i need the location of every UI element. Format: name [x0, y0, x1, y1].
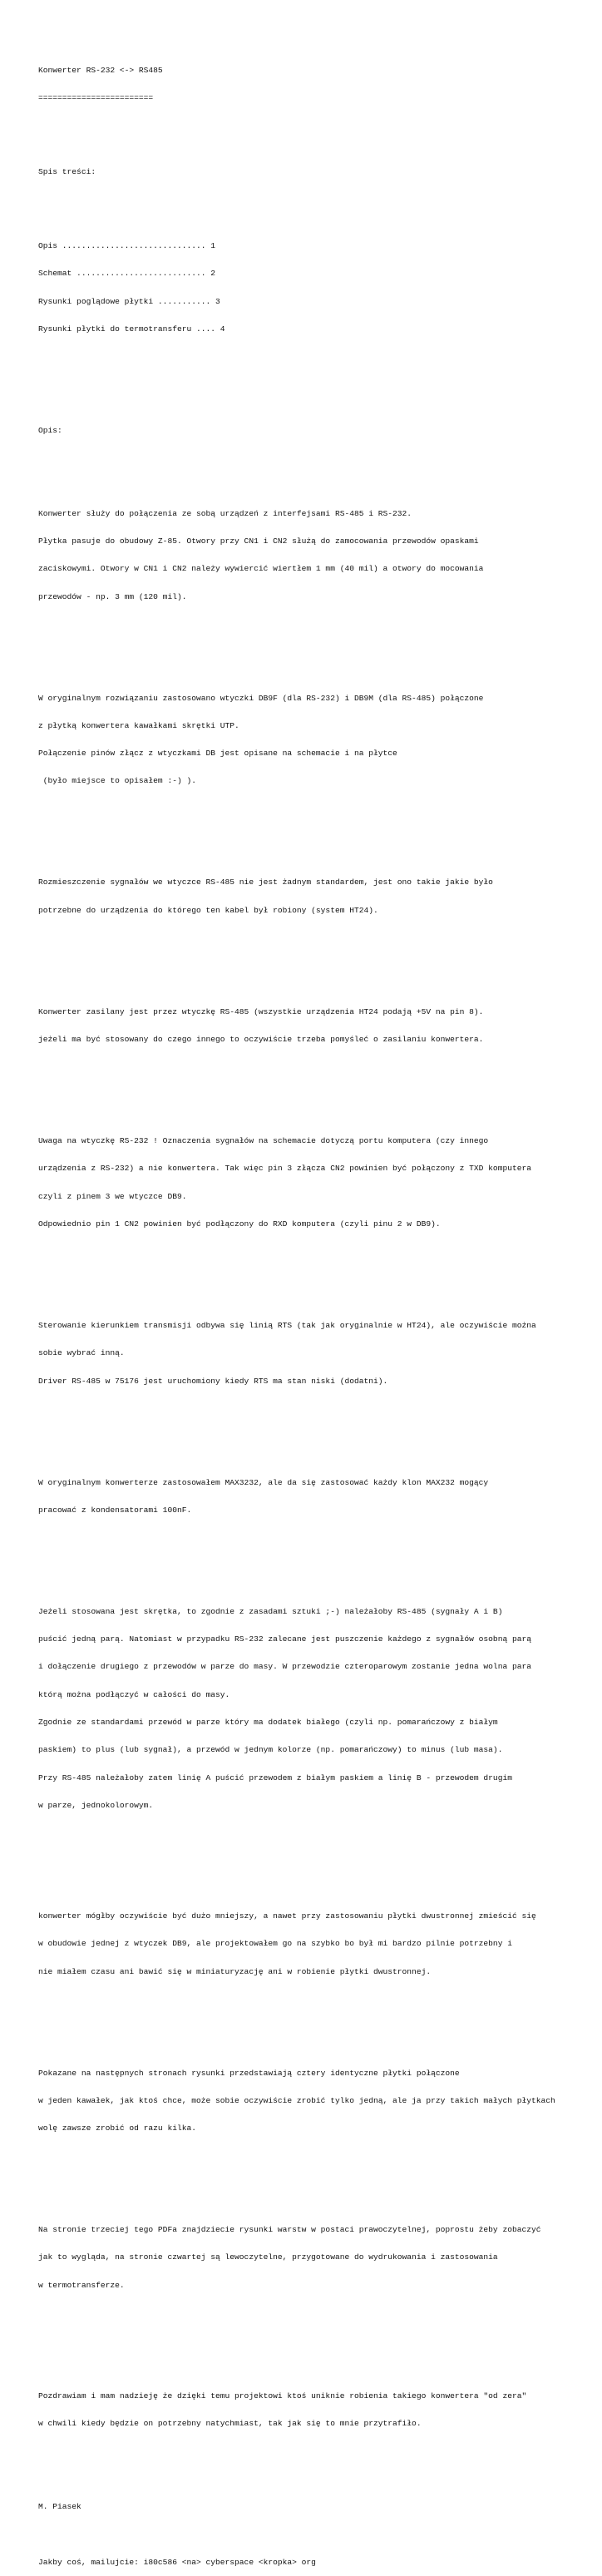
toc-line: Schemat ........................... 2	[38, 269, 216, 279]
text-line: zaciskowymi. Otwory w CN1 i CN2 należy wywiercić wiertłem 1 mm (40 mil) a otwory do mocowania	[38, 564, 484, 574]
paragraph	[38, 2207, 587, 2308]
toc-heading: Spis treści:	[38, 167, 96, 177]
text-line: W oryginalnym rozwiązaniu zastosowano wtyczki DB9F (dla RS-232) i DB9M (dla RS-485) połączone	[38, 693, 484, 703]
text-line: nie miałem czasu ani bawić się w miniaturyzację ani w robienie płytki dwustronnej.	[38, 1966, 432, 1976]
text-line: jeżeli ma być stosowany do czego innego to oczywiście trzeba pomyśleć o zasilaniu konwertera.	[38, 1035, 484, 1045]
text-line: Sterowanie kierunkiem transmisji odbywa się linią RTS (tak jak oryginalnie w HT24), ale oczywiście można	[38, 1320, 536, 1330]
toc-line: Opis .............................. 1	[38, 240, 216, 250]
text-line: jak to wygląda, na stronie czwartej są lewoczytelne, przygotowane do wydrukowania i zastosowania	[38, 2252, 498, 2262]
table-of-contents	[38, 223, 587, 352]
text-line: Przy RS-485 należałoby zatem linię A puścić przewodem z białym paskiem a linię B - przewodem drugim	[38, 1773, 512, 1782]
text-line: Połączenie pinów złącz z wtyczkami DB jest opisane na schemacie i na płytce	[38, 749, 397, 759]
toc-line: Rysunki poglądowe płytki ........... 3	[38, 296, 220, 306]
text-line: konwerter mógłby oczywiście być dużo mniejszy, a nawet przy zastosowaniu płytki dwustronnej zmieścić się	[38, 1911, 536, 1921]
text-line: Pozdrawiam i mam nadzieję że dzięki temu projektowi ktoś uniknie robienia takiego konwertera "od zera"	[38, 2391, 527, 2400]
text-line: Pokazane na następnych stronach rysunki przedstawiają cztery identyczne płytki połączone	[38, 2068, 460, 2078]
document-page	[38, 47, 587, 2576]
text-line: w chwili kiedy będzie on potrzebny natychmiast, tak jak się to mnie przytrafiło.	[38, 2419, 422, 2429]
text-line: Driver RS-485 w 75176 jest uruchomiony kiedy RTS ma stan niski (dodatni).	[38, 1376, 388, 1386]
text-line: z płytką konwertera kawałkami skrętki UTP.	[38, 720, 239, 730]
doc-title: Konwerter RS-232 <-> RS485	[38, 66, 163, 76]
signature: M. Piasek	[38, 2501, 81, 2511]
section-heading-opis: Opis:	[38, 425, 62, 435]
text-line: Płytka pasuje do obudowy Z-85. Otwory przy CN1 i CN2 służą do zamocowania przewodów opaskami	[38, 536, 479, 546]
paragraph	[38, 1303, 587, 1404]
text-line: (było miejsce to opisałem :-) ).	[38, 776, 196, 786]
text-line: puścić jedną parą. Natomiast w przypadku RS-232 zalecane jest puszczenie każdego z sygnałów osobną parą	[38, 1634, 531, 1644]
text-line: paskiem) to plus (lub sygnał), a przewód w jednym kolorze (np. pomarańczowy) to minus (lub masa).	[38, 1745, 503, 1755]
paragraph	[38, 1459, 587, 1533]
text-line: którą można podłączyć w całości do masy.	[38, 1689, 230, 1699]
paragraph	[38, 1118, 587, 1247]
text-line: sobie wybrać inną.	[38, 1348, 125, 1358]
text-line: W oryginalnym konwerterze zastosowałem MAX3232, ale da się zastosować każdy klon MAX232 mogący	[38, 1477, 489, 1487]
text-line: w termotransferze.	[38, 2280, 125, 2290]
toc-line: Rysunki płytki do termotransferu .... 4	[38, 324, 225, 334]
text-line: Konwerter służy do połączenia ze sobą urządzeń z interfejsami RS-485 i RS-232.	[38, 508, 412, 518]
text-line: w obudowie jednej z wtyczek DB9, ale projektowałem go na szybko bo był mi bardzo pilnie potrzebny i	[38, 1939, 512, 1949]
text-line: pracować z kondensatorami 100nF.	[38, 1505, 192, 1515]
paragraph	[38, 2373, 587, 2447]
text-line: Konwerter zasilany jest przez wtyczkę RS-485 (wszystkie urządzenia HT24 podają +5V na pin 8).	[38, 1006, 484, 1016]
text-line: Na stronie trzeciej tego PDFa znajdziecie rysunki warstw w postaci prawoczytelnej, poprostu żeby zobaczyć	[38, 2225, 541, 2235]
text-line: Uwaga na wtyczkę RS-232 ! Oznaczenia sygnałów na schemacie dotyczą portu komputera (czy innego	[38, 1136, 489, 1146]
paragraph	[38, 1893, 587, 1995]
text-line: urządzenia z RS-232) a nie konwertera. Tak więc pin 3 złącza CN2 powinien być połączony z TXD komputera	[38, 1164, 531, 1174]
text-line: potrzebne do urządzenia do którego ten kabel był robiony (system HT24).	[38, 905, 378, 915]
text-line: wolę zawsze zrobić od razu kilka.	[38, 2124, 196, 2133]
paragraph	[38, 1589, 587, 1828]
text-line: w parze, jednokolorowym.	[38, 1800, 154, 1810]
text-line: przewodów - np. 3 mm (120 mil).	[38, 591, 187, 601]
paragraph	[38, 2049, 587, 2151]
text-line: w jeden kawałek, jak ktoś chce, może sobie oczywiście zrobić tylko jedną, ale ja przy takich małych płytkach	[38, 2095, 555, 2105]
paragraph	[38, 859, 587, 933]
text-line: Odpowiednio pin 1 CN2 powinien być podłączony do RXD komputera (czyli pinu 2 w DB9).	[38, 1219, 441, 1229]
text-line: i dołączenie drugiego z przewodów w parze do masy. W przewodzie czteroparowym zostanie jedna wolna para	[38, 1662, 531, 1672]
paragraph	[38, 989, 587, 1063]
text-line: czyli z pinem 3 we wtyczce DB9.	[38, 1191, 187, 1201]
text-line: Rozmieszczenie sygnałów we wtyczce RS-485 nie jest żadnym standardem, jest ono takie jakie było	[38, 878, 493, 888]
title-underline: ========================	[38, 93, 154, 103]
paragraph	[38, 675, 587, 803]
contact-line: Jakby coś, mailujcie: i80c586 <na> cyberspace <kropka> org	[38, 2557, 316, 2567]
text-line: Jeżeli stosowana jest skrętka, to zgodnie z zasadami sztuki ;-) należałoby RS-485 (sygnały A i B)	[38, 1606, 503, 1616]
paragraph	[38, 491, 587, 620]
text-line: Zgodnie ze standardami przewód w parze który ma dodatek białego (czyli np. pomarańczowy z białym	[38, 1717, 498, 1727]
